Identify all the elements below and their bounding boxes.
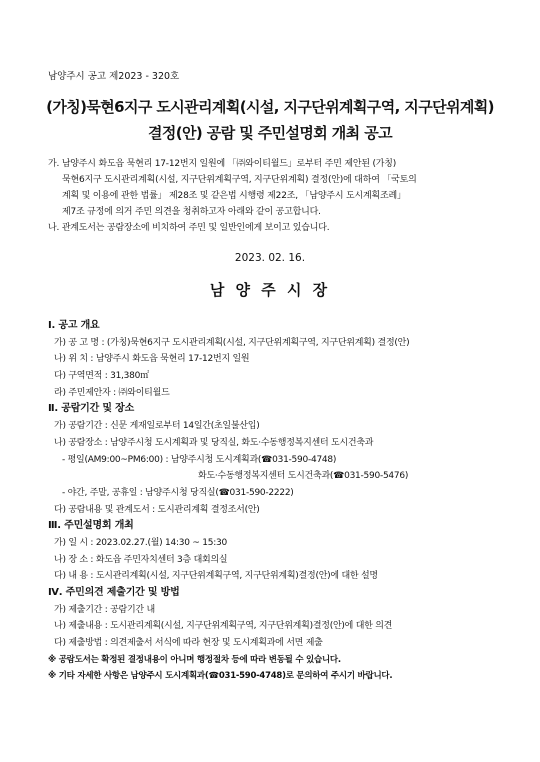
body-line: 다) 내 용 : 도시관리계획(시설, 지구단위계획구역, 지구단위계획)결정(안)에 대한 설명 [54,571,378,582]
body-line: - 야간, 주말, 공휴일 : 남양주시청 당직실(☎031-590-2222) [62,487,294,498]
intro-item-a-line4: 제7조 규정에 의거 주민 의견을 청취하고자 아래와 같이 공고합니다. [62,207,321,217]
section-heading: Ⅰ. 공고 개요 [48,320,100,331]
body-line: 가) 제출기간 : 공람기간 내 [54,604,155,615]
body-line: 가) 공 고 명 : (가칭)묵현6지구 도시관리계획(시설, 지구단위계획구역, 지구단위계획) 결정(안) [54,337,410,348]
footnote: ※ 기타 자세한 사항은 남양주시 도시계획과(☎031-590-4748)로 문의하여 주시기 바랍니다. [48,671,393,682]
body-line: 가) 공람기간 : 신문 게재일로부터 14일간(초일불산입) [54,421,260,432]
section-heading: Ⅲ. 주민설명회 개최 [48,520,134,532]
body-line: 다) 제출방법 : 의견제출서 서식에 따라 현장 및 도시계획과에 서면 제출 [54,638,323,649]
notice-date: 2023. 02. 16. [234,252,306,264]
body-line: 나) 장 소 : 화도읍 주민자치센터 3층 대회의실 [54,554,228,565]
section-heading: Ⅳ. 주민의견 제출기간 및 방법 [48,587,180,598]
body-line: 화도·수동행정복지센터 도시건축과(☎031-590-5476) [198,471,409,482]
body-line: 나) 위 치 : 남양주시 화도읍 묵현리 17-12번지 일원 [54,354,250,365]
notice-body [48,318,518,685]
intro-item-a-line2: 묵현6지구 도시관리계획(시설, 지구단위계획구역, 지구단위계획) 결정(안)에 대하여 「국토의 [62,175,417,185]
notice-title-line2: 결정(안) 공람 및 주민설명회 개최 공고 [148,124,392,142]
body-line: 다) 구역면적 : 31,380㎡ [54,371,149,382]
notice-number: 남양주시 공고 제2023 - 320호 [48,71,180,82]
body-line: - 평일(AM9:00~PM6:00) : 남양주시청 도시계획과(☎031-590-4748) [62,454,337,465]
body-line: 나) 제출내용 : 도시관리계획(시설, 지구단위계획구역, 지구단위계획)결정(안)에 대한 의견 [54,621,393,632]
intro-item-b: 나. 관계도서는 공람장소에 비치하여 주민 및 일반인에게 보이고 있습니다. [48,223,330,233]
section-heading: Ⅱ. 공람기간 및 장소 [48,403,135,415]
body-line: 가) 일 시 : 2023.02.27.(월) 14:30 ~ 15:30 [54,537,227,548]
footnote: ※ 공람도서는 확정된 결정내용이 아니며 행정절차 등에 따라 변동될 수 있습니다. [48,654,341,665]
body-line: 나) 공람장소 : 남양주시청 도시계획과 및 당직실, 화도·수동행정복지센터 도시건축과 [54,437,374,448]
issuer-name: 남 양 주 시 장 [209,281,331,299]
body-line: 다) 공람내용 및 관계도서 : 도시관리계획 결정조서(안) [54,504,260,515]
intro-item-a-line3: 계획 및 이용에 관한 법률」 제28조 및 같은법 시행령 제22조, 「남양주시 도시계획조례」 [62,191,406,201]
body-line: 라) 주민제안자 : ㈜와이티월드 [54,387,170,398]
intro-item-a-line1: 가. 남양주시 화도읍 묵현리 17-12번지 일원에 「㈜와이티월드」로부터 주민 제안된 (가칭) [48,159,397,169]
notice-title-line1: (가칭)묵현6지구 도시관리계획(시설, 지구단위계획구역, 지구단위계획) [46,98,494,116]
